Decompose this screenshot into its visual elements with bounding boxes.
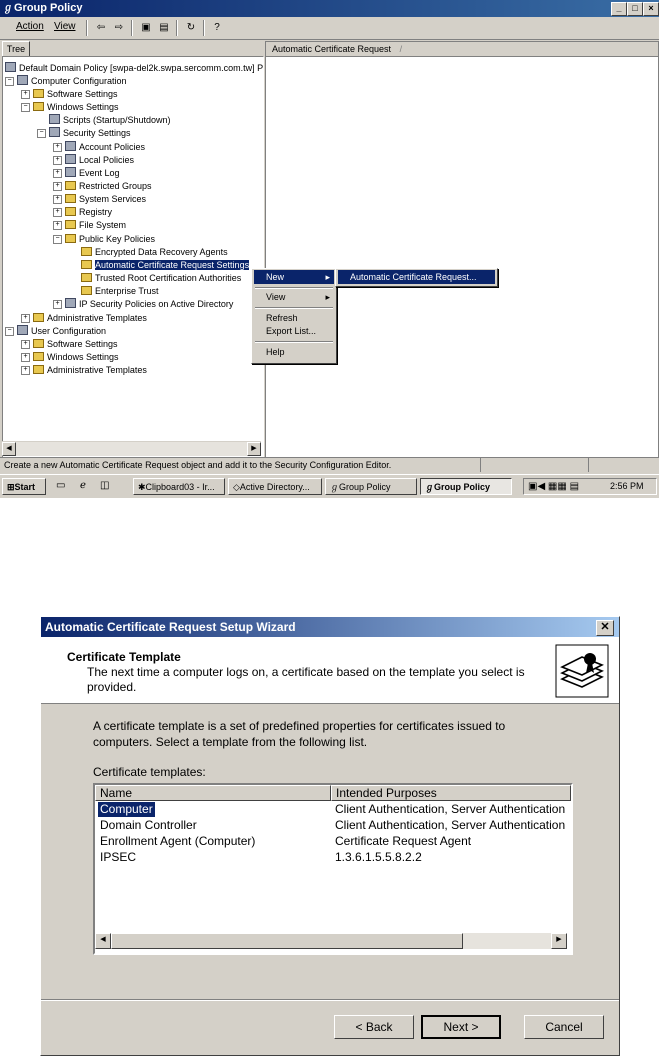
status-text: Create a new Automatic Certificate Request object and add it to the Security Configuration Editor. xyxy=(4,460,392,470)
maximize-button[interactable]: □ xyxy=(627,2,643,16)
ip-security-icon xyxy=(65,298,76,308)
collapse-icon[interactable]: − xyxy=(5,327,14,336)
app-icon: ✱ xyxy=(138,482,146,492)
certificate-templates-list[interactable] xyxy=(93,783,573,955)
wizard-description-2: computers. Select a template from the following list. xyxy=(93,735,368,749)
taskbar-button-group-policy-2[interactable]: ℊGroup Policy xyxy=(420,478,512,495)
close-button[interactable]: × xyxy=(643,2,659,16)
menu-separator xyxy=(255,287,333,289)
toolbar-separator xyxy=(176,20,178,36)
collapse-icon[interactable]: − xyxy=(5,77,14,86)
context-menu xyxy=(251,268,337,364)
show-desktop-icon[interactable]: ▭ xyxy=(56,480,66,491)
expand-icon[interactable]: + xyxy=(53,195,62,204)
wizard-description: A certificate template is a set of predefined properties for certificates issued to xyxy=(93,719,506,733)
wizard-titlebar xyxy=(41,617,619,637)
menu-separator xyxy=(255,341,333,343)
back-button[interactable]: < Back xyxy=(334,1015,414,1039)
folder-icon xyxy=(65,220,76,229)
wizard-title: Automatic Certificate Request Setup Wizard xyxy=(45,620,296,634)
taskbar xyxy=(0,474,659,498)
tree-encrypted-data-recovery[interactable]: Encrypted Data Recovery Agents xyxy=(81,246,228,258)
toolbar-separator xyxy=(131,20,133,36)
tree-root[interactable] xyxy=(5,62,263,74)
up-folder-icon[interactable]: ▣ xyxy=(141,22,151,33)
tree-administrative-templates[interactable]: Administrative Templates xyxy=(33,312,147,324)
collapse-icon[interactable]: − xyxy=(53,235,62,244)
scrollbar-thumb[interactable] xyxy=(111,933,463,949)
expand-icon[interactable]: + xyxy=(53,169,62,178)
app-icon: ◇ xyxy=(233,482,240,492)
policy-icon xyxy=(5,62,16,72)
details-pane xyxy=(265,41,659,458)
tree-software-settings[interactable]: Software Settings xyxy=(33,88,118,100)
expand-icon[interactable]: + xyxy=(53,143,62,152)
taskbar-button-group-policy-1[interactable]: ℊGroup Policy xyxy=(325,478,417,495)
tree-event-log[interactable]: Event Log xyxy=(65,167,120,179)
tree-ip-security[interactable]: IP Security Policies on Active Directory xyxy=(65,298,233,310)
wizard-close-icon[interactable]: ✕ xyxy=(596,620,614,636)
status-divider xyxy=(588,458,589,472)
menu-separator xyxy=(255,307,333,309)
scroll-right-icon[interactable]: ▶ xyxy=(247,442,261,456)
ie-browser-icon[interactable]: ℯ xyxy=(80,480,86,491)
tree-local-policies[interactable]: Local Policies xyxy=(65,154,134,166)
minimize-button[interactable]: _ xyxy=(611,2,627,16)
expand-icon[interactable]: + xyxy=(21,90,30,99)
refresh-icon[interactable]: ↻ xyxy=(186,22,196,33)
expand-icon[interactable]: + xyxy=(53,221,62,230)
folder-icon xyxy=(33,89,44,98)
expand-icon[interactable]: + xyxy=(21,353,30,362)
next-button[interactable]: Next > xyxy=(421,1015,501,1039)
sort-arrow-icon: / xyxy=(399,44,403,54)
toolbar-separator xyxy=(86,20,88,36)
status-divider xyxy=(480,458,481,472)
scroll-left-icon[interactable]: ◀ xyxy=(2,442,16,456)
folder-icon xyxy=(65,194,76,203)
context-menu-view[interactable]: View ▸ xyxy=(266,292,330,302)
certificate-stack-icon xyxy=(554,643,610,699)
help-icon[interactable]: ? xyxy=(214,22,220,33)
wizard-heading: Certificate Template xyxy=(67,650,181,664)
folder-icon xyxy=(33,102,44,111)
folder-icon xyxy=(65,181,76,190)
folder-icon xyxy=(33,352,44,361)
table-row[interactable]: Enrollment Agent (Computer) Certificate Request Agent xyxy=(100,834,472,848)
window-title: Group Policy xyxy=(14,2,83,14)
group-policy-window xyxy=(0,0,659,497)
tree-root-label: Default Domain Policy [swpa-del2k.swpa.sercomm.com.tw] P xyxy=(19,63,264,73)
gpo-app-icon: ℊ xyxy=(3,3,13,14)
folder-icon xyxy=(65,234,76,243)
toolbar-separator xyxy=(203,20,205,36)
tray-icons[interactable]: ▣◀ ▦▦ ▤ xyxy=(528,481,580,492)
wizard-subheading: The next time a computer logs on, a certificate based on the template you select is xyxy=(87,665,525,679)
expand-icon[interactable]: + xyxy=(53,182,62,191)
scroll-right-icon[interactable]: ▶ xyxy=(551,933,567,949)
tree-windows-settings[interactable]: Windows Settings xyxy=(33,101,119,113)
column-header-name[interactable]: Name xyxy=(95,785,331,801)
column-header-intended-purposes[interactable]: Intended Purposes xyxy=(331,785,571,801)
tree-security-settings[interactable]: Security Settings xyxy=(49,127,131,139)
context-menu-new[interactable]: New ▸ xyxy=(254,270,334,284)
folder-icon xyxy=(33,313,44,322)
back-arrow-icon[interactable]: ⇦ xyxy=(96,22,106,33)
tree-horizontal-scrollbar[interactable] xyxy=(2,441,261,456)
windows-logo-icon: ⊞ xyxy=(7,482,15,492)
details-column-header[interactable]: Automatic Certificate Request / xyxy=(266,42,658,57)
policy-icon xyxy=(65,167,76,177)
tree-public-key-policies[interactable]: Public Key Policies xyxy=(65,233,155,245)
wizard-dialog xyxy=(40,616,620,1056)
new-submenu xyxy=(335,268,498,287)
scripts-icon xyxy=(49,114,60,124)
window-titlebar xyxy=(0,0,659,17)
context-menu-refresh[interactable]: Refresh xyxy=(266,313,298,323)
submenu-arrow-icon: ▸ xyxy=(325,272,330,282)
cancel-button[interactable]: Cancel xyxy=(524,1015,604,1039)
tree-file-system[interactable]: File System xyxy=(65,219,126,231)
folder-icon xyxy=(81,247,92,256)
tree-enterprise-trust[interactable]: Enterprise Trust xyxy=(81,285,159,297)
expand-icon[interactable]: + xyxy=(53,208,62,217)
app-icon: ℊ xyxy=(425,482,435,492)
menu-toolbar xyxy=(0,17,659,40)
tree-user-windows-settings[interactable]: Windows Settings xyxy=(33,351,119,363)
menu-view[interactable]: View xyxy=(54,21,76,32)
submenu-arrow-icon: ▸ xyxy=(325,292,330,302)
tree-scripts[interactable]: Scripts (Startup/Shutdown) xyxy=(49,114,171,126)
table-row[interactable]: Domain Controller Client Authentication, Server Authentication xyxy=(100,818,566,832)
folder-icon xyxy=(65,207,76,216)
expand-icon[interactable]: + xyxy=(53,300,62,309)
app-icon: ℊ xyxy=(330,482,340,492)
list-horizontal-scrollbar[interactable] xyxy=(95,933,567,949)
folder-icon xyxy=(33,365,44,374)
tree-account-policies[interactable]: Account Policies xyxy=(65,141,145,153)
context-menu-export-list[interactable]: Export List... xyxy=(266,326,317,336)
clock: 2:56 PM xyxy=(610,481,644,491)
menu-action[interactable]: Action xyxy=(16,21,44,32)
policy-icon xyxy=(65,154,76,164)
security-icon xyxy=(49,127,60,137)
collapse-icon[interactable]: − xyxy=(21,103,30,112)
submenu-automatic-certificate-request[interactable]: Automatic Certificate Request... xyxy=(338,270,495,284)
tree-trusted-root[interactable]: Trusted Root Certification Authorities xyxy=(81,272,241,284)
tree-restricted-groups[interactable]: Restricted Groups xyxy=(65,180,152,192)
expand-icon[interactable]: + xyxy=(53,156,62,165)
tree-auto-cert-request-settings[interactable]: Automatic Certificate Request Settings xyxy=(81,259,249,271)
tree-pane xyxy=(2,56,264,458)
tree-user-configuration[interactable]: User Configuration xyxy=(17,325,106,337)
table-row[interactable]: Computer Client Authentication, Server Authentication xyxy=(100,802,566,816)
templates-label: Certificate templates: xyxy=(93,765,206,779)
show-hide-tree-icon[interactable]: ▤ xyxy=(159,22,169,33)
expand-icon[interactable]: + xyxy=(21,314,30,323)
explorer-icon[interactable]: ◫ xyxy=(100,480,110,491)
context-menu-help[interactable]: Help xyxy=(266,347,285,357)
tree-system-services[interactable]: System Services xyxy=(65,193,146,205)
tree-registry[interactable]: Registry xyxy=(65,206,112,218)
start-button[interactable]: ⊞Start xyxy=(2,478,46,495)
table-row[interactable]: IPSEC 1.3.6.1.5.5.8.2.2 xyxy=(100,850,422,864)
scroll-left-icon[interactable]: ◀ xyxy=(95,933,111,949)
tab-tree[interactable]: Tree xyxy=(2,41,30,57)
tree-user-software-settings[interactable]: Software Settings xyxy=(33,338,118,350)
folder-icon xyxy=(33,339,44,348)
expand-icon[interactable]: + xyxy=(21,366,30,375)
wizard-subheading-2: provided. xyxy=(87,680,137,694)
tree-computer-configuration[interactable]: Computer Configuration xyxy=(17,75,127,87)
footer-divider xyxy=(41,999,619,1001)
folder-icon xyxy=(81,273,92,282)
taskbar-button-clipboard[interactable]: ✱Clipboard03 - Ir... xyxy=(133,478,225,495)
policy-icon xyxy=(65,141,76,151)
tree-user-administrative-templates[interactable]: Administrative Templates xyxy=(33,364,147,376)
computer-icon xyxy=(17,75,28,85)
taskbar-button-active-directory[interactable]: ◇Active Directory... xyxy=(228,478,322,495)
system-tray xyxy=(523,478,657,495)
collapse-icon[interactable]: − xyxy=(37,129,46,138)
folder-icon xyxy=(81,260,92,269)
user-icon xyxy=(17,325,28,335)
forward-arrow-icon[interactable]: ⇨ xyxy=(114,22,124,33)
folder-icon xyxy=(81,286,92,295)
expand-icon[interactable]: + xyxy=(21,340,30,349)
status-bar xyxy=(0,457,659,472)
wizard-header xyxy=(41,637,619,704)
